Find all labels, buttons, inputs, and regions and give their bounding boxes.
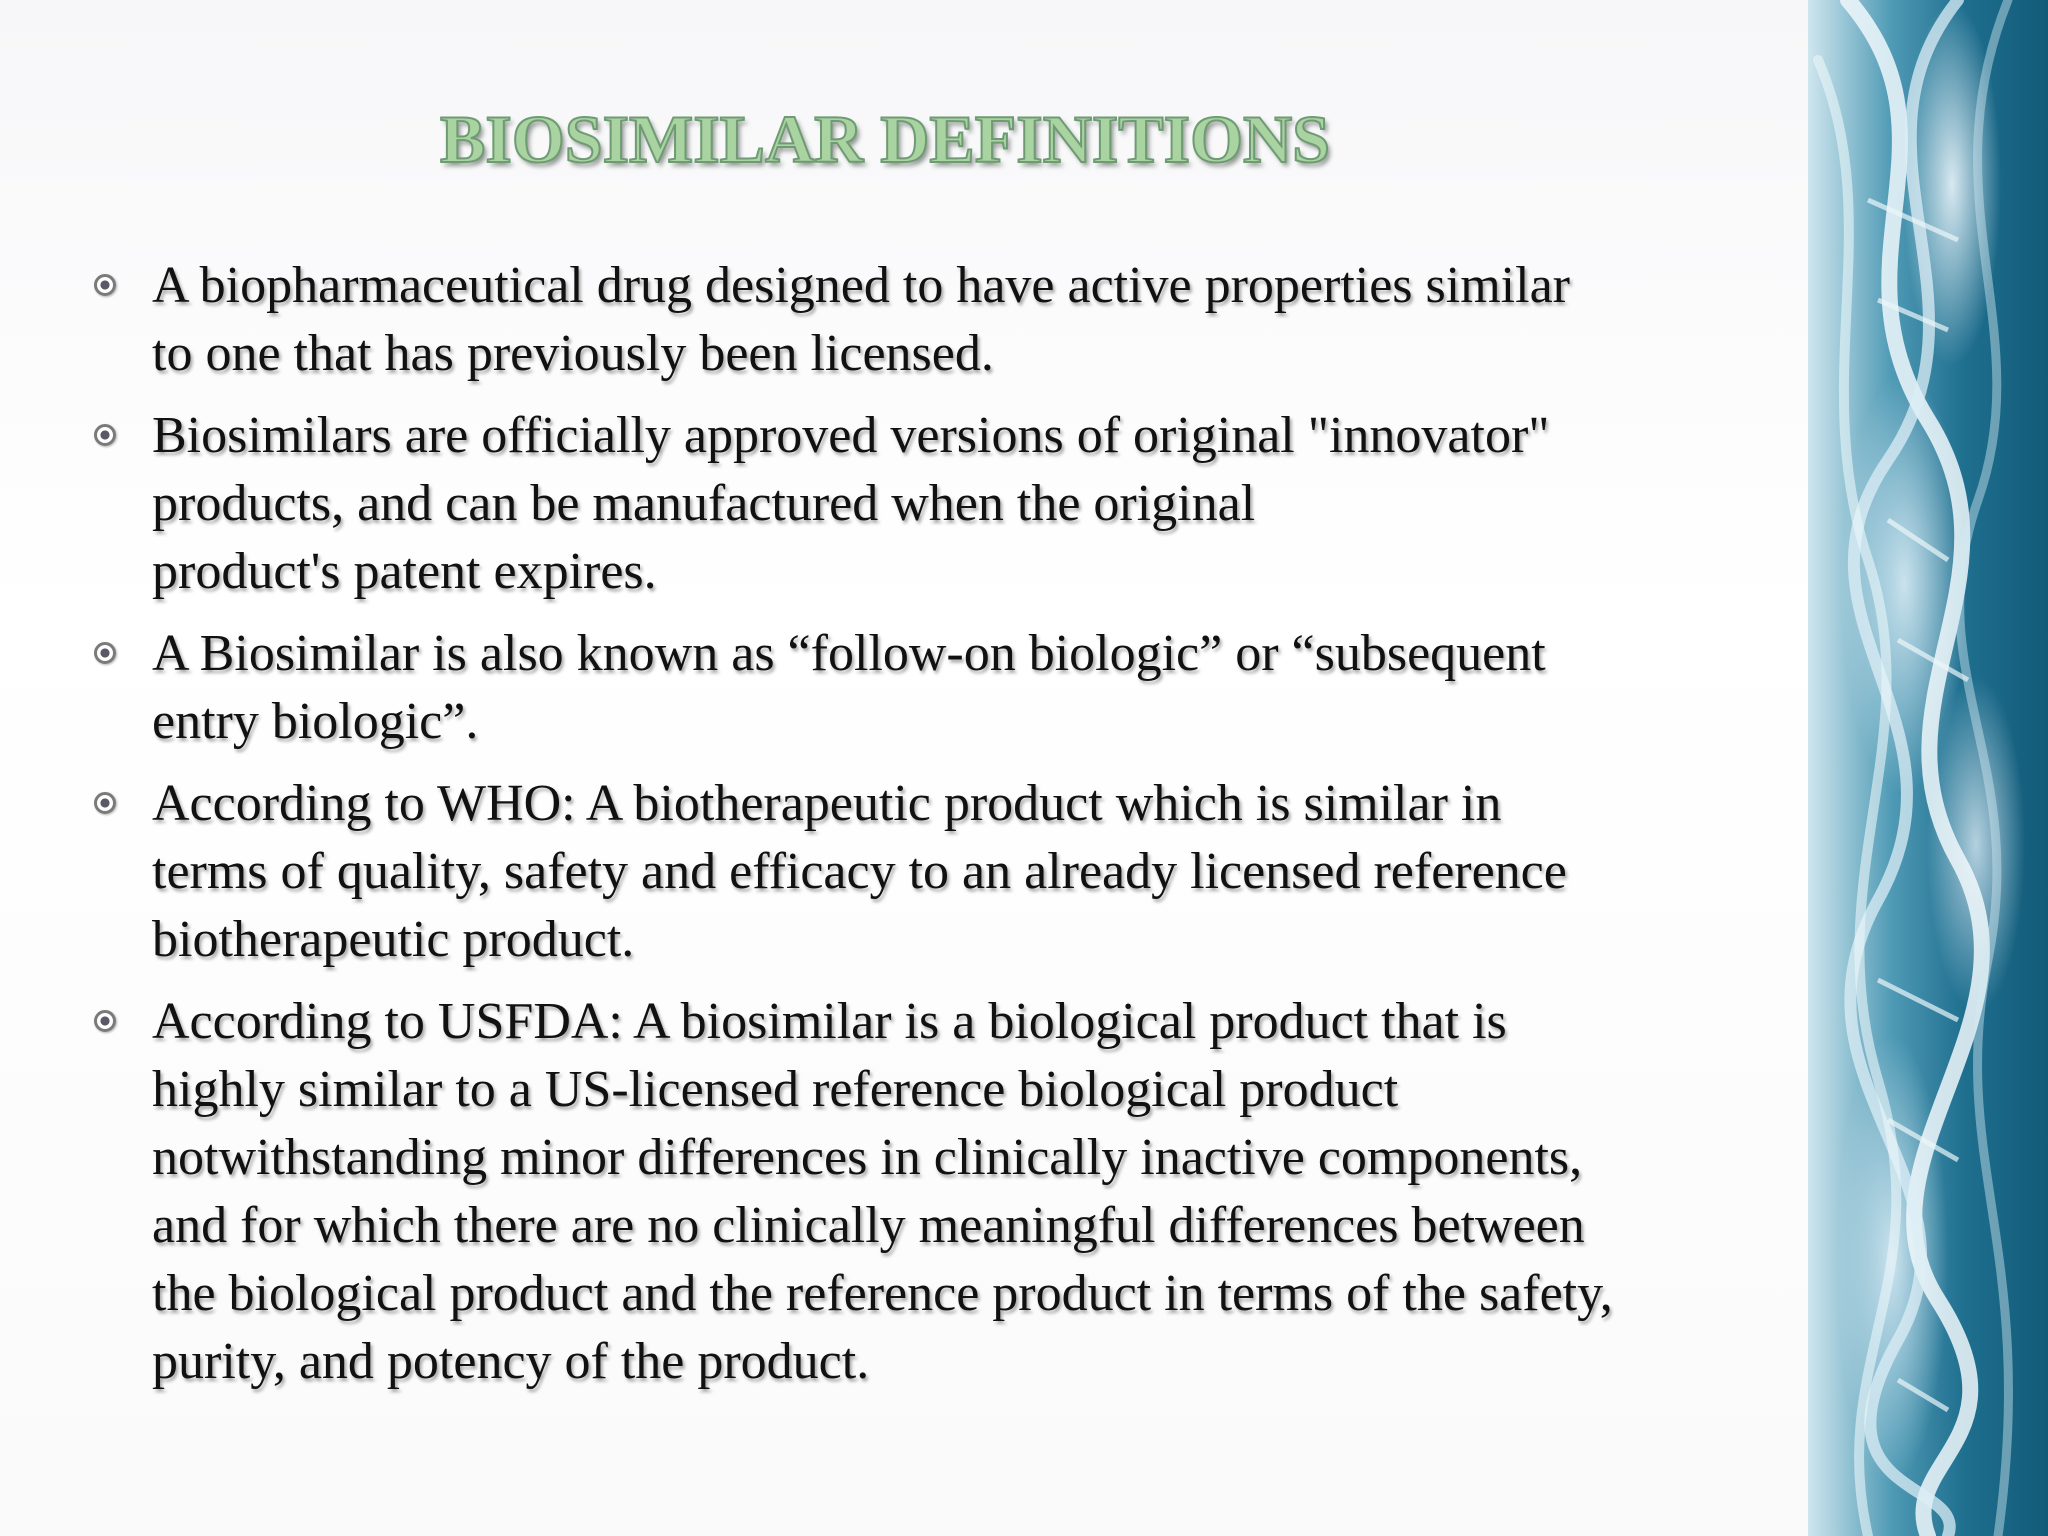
bullet-text-line: A Biosimilar is also known as “follow-on biologic” or “subsequent	[152, 625, 1546, 682]
bullet-text-line: According to WHO: A biotherapeutic product which is similar in	[152, 775, 1502, 832]
bullet-item	[90, 402, 1770, 606]
bullet-text-line: entry biologic”.	[152, 693, 479, 750]
bullet-text-line: highly similar to a US-licensed reference biological product	[152, 1061, 1399, 1118]
bullet-text-line: Biosimilars are officially approved versions of original "innovator"	[152, 407, 1550, 464]
bullet-list	[90, 252, 1770, 1410]
bullet-item	[90, 620, 1770, 756]
bullet-circle-icon	[94, 1010, 116, 1032]
bullet-text-line: According to USFDA: A biosimilar is a biological product that is	[152, 993, 1507, 1050]
bullet-text-line: notwithstanding minor differences in clinically inactive components,	[152, 1129, 1583, 1186]
bullet-text-line: biotherapeutic product.	[152, 911, 635, 968]
bullet-text-line: A biopharmaceutical drug designed to have active properties similar	[152, 257, 1570, 314]
bullet-item	[90, 770, 1770, 974]
bullet-circle-icon	[94, 424, 116, 446]
bullet-text-line: products, and can be manufactured when the original	[152, 475, 1256, 532]
dna-strands-graphic	[1808, 0, 2048, 1536]
bullet-item	[90, 252, 1770, 388]
bullet-circle-icon	[94, 642, 116, 664]
dna-helix-image	[1808, 0, 2048, 1536]
slide-title: BIOSIMILAR DEFINITIONS	[440, 101, 1330, 177]
bullet-item	[90, 988, 1770, 1396]
bullet-text-line: to one that has previously been licensed.	[152, 325, 994, 382]
bullet-text-line: and for which there are no clinically meaningful differences between	[152, 1197, 1585, 1254]
bullet-circle-icon	[94, 792, 116, 814]
bullet-text-line: the biological product and the reference product in terms of the safety,	[152, 1265, 1613, 1322]
bullet-text-line: terms of quality, safety and efficacy to an already licensed reference	[152, 843, 1567, 900]
bullet-text-line: product's patent expires.	[152, 543, 657, 600]
bullet-text-line: purity, and potency of the product.	[152, 1333, 870, 1390]
bullet-circle-icon	[94, 274, 116, 296]
